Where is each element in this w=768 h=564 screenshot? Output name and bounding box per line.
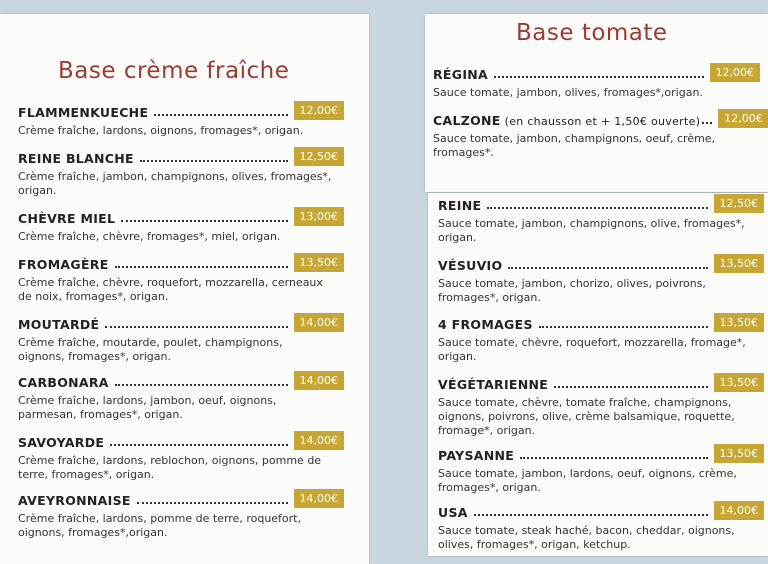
item-name: PAYSANNE	[438, 448, 515, 463]
price-badge: 13,50€	[714, 373, 765, 392]
price-badge: 13,00€	[294, 207, 345, 226]
item-description: Crème fraîche, lardons, reblochon, oignons, pomme de terre, fromages*, origan.	[18, 454, 322, 481]
dotted-leader	[554, 386, 707, 388]
dotted-leader	[494, 76, 703, 78]
menu-card-tomate-bottom	[428, 193, 768, 556]
item-name: SAVOYARDE	[18, 435, 105, 450]
price-badge: 13,50€	[714, 444, 765, 463]
dotted-leader	[508, 267, 707, 269]
menu-item-usa	[438, 502, 764, 552]
price-badge: 13,50€	[714, 313, 765, 332]
item-name: REINE	[438, 198, 482, 213]
item-description: Sauce tomate, jambon, lardons, oeuf, oignons, crème, fromages*, origan.	[438, 467, 737, 494]
item-name: RÉGINA	[433, 67, 489, 82]
menu-item-chevre-miel	[18, 208, 344, 244]
menu-item-vesuvio	[438, 255, 764, 305]
item-name: FROMAGÈRE	[18, 257, 109, 272]
menu-item-flammenkueche	[18, 102, 344, 138]
dotted-leader	[115, 384, 288, 386]
menu-item-calzone	[433, 110, 763, 160]
menu-item-reine	[438, 195, 764, 245]
section-title-tomate: Base tomate	[516, 20, 668, 46]
item-description: Sauce tomate, jambon, champignons, oeuf, crème, fromages*.	[433, 132, 716, 159]
item-name: 4 FROMAGES	[438, 317, 533, 332]
price-badge: 14,00€	[294, 489, 345, 508]
menu-item-4-fromages	[438, 314, 764, 364]
price-badge: 12,50€	[714, 194, 765, 213]
item-name: FLAMMENKUECHE	[18, 105, 149, 120]
item-description: Crème fraîche, lardons, oignons, fromages*, origan.	[18, 124, 304, 137]
price-badge: 14,00€	[714, 501, 765, 520]
menu-card-creme	[0, 14, 369, 564]
menu-item-paysanne	[438, 445, 764, 495]
menu-item-reine-blanche	[18, 148, 344, 198]
menu-item-carbonara	[18, 372, 344, 422]
dotted-leader	[137, 502, 288, 504]
item-description: Sauce tomate, chèvre, tomate fraîche, champignons, oignons, poivrons, olive, crème balsamique, roquette, fromage*, origan.	[438, 396, 735, 437]
price-badge: 14,00€	[294, 371, 345, 390]
price-badge: 14,00€	[294, 313, 345, 332]
item-description: Crème fraîche, lardons, pomme de terre, roquefort, oignons, fromages*,origan.	[18, 512, 301, 539]
item-description: Sauce tomate, chèvre, roquefort, mozzarella, fromage*, origan.	[438, 336, 746, 363]
price-badge: 13,50€	[294, 253, 345, 272]
item-name: CALZONE	[433, 113, 501, 128]
item-note: (en chausson et + 1,50€ ouverte)	[504, 115, 701, 128]
menu-item-regina	[433, 64, 760, 100]
item-name: MOUTARDÉ	[18, 317, 100, 332]
item-description: Sauce tomate, jambon, champignons, olive, fromages*, origan.	[438, 217, 745, 244]
menu-item-fromagere	[18, 254, 344, 304]
dotted-leader	[487, 207, 707, 209]
dotted-leader	[105, 326, 287, 328]
item-name: AVEYRONNAISE	[18, 493, 131, 508]
item-name: VÉSUVIO	[438, 258, 503, 273]
dotted-leader	[154, 114, 287, 116]
item-name: CARBONARA	[18, 375, 109, 390]
price-badge: 12,50€	[294, 147, 345, 166]
item-name: VÉGÉTARIENNE	[438, 377, 549, 392]
menu-item-moutarde	[18, 314, 344, 364]
item-name: USA	[438, 505, 468, 520]
item-name: REINE BLANCHE	[18, 151, 134, 166]
item-description: Sauce tomate, jambon, olives, fromages*,origan.	[433, 86, 703, 99]
dotted-leader	[140, 160, 288, 162]
price-badge: 14,00€	[294, 431, 345, 450]
menu-item-vegetarienne	[438, 374, 764, 438]
item-description: Crème fraîche, moutarde, poulet, champignons, oignons, fromages*, origan.	[18, 336, 283, 363]
price-badge: 12,00€	[294, 101, 345, 120]
dotted-leader	[520, 457, 707, 459]
item-description: Crème fraîche, chèvre, fromages*, miel, origan.	[18, 230, 281, 243]
dotted-leader	[121, 220, 287, 222]
item-description: Crème fraîche, jambon, champignons, olives, fromages*, origan.	[18, 170, 332, 197]
menu-card-tomate-top	[425, 14, 768, 192]
dotted-leader	[702, 122, 712, 124]
item-description: Crème fraîche, chèvre, roquefort, mozzarella, cerneaux de noix, fromages*, origan.	[18, 276, 323, 303]
price-badge: 13,50€	[714, 254, 765, 273]
price-badge: 12,00€	[718, 109, 768, 128]
item-name: CHÈVRE MIEL	[18, 211, 116, 226]
menu-item-aveyronnaise	[18, 490, 344, 540]
item-description: Sauce tomate, jambon, chorizo, olives, poivrons, fromages*, origan.	[438, 277, 706, 304]
item-description: Crème fraîche, lardons, jambon, oeuf, oignons, parmesan, fromages*, origan.	[18, 394, 277, 421]
dotted-leader	[115, 266, 288, 268]
dotted-leader	[539, 326, 708, 328]
menu-item-savoyarde	[18, 432, 344, 482]
price-badge: 12,00€	[710, 63, 761, 82]
dotted-leader	[474, 514, 708, 516]
dotted-leader	[110, 444, 287, 446]
item-description: Sauce tomate, steak haché, bacon, cheddar, oignons, olives, fromages*, origan, ketchup.	[438, 524, 735, 551]
section-title-creme: Base crème fraîche	[58, 58, 290, 84]
